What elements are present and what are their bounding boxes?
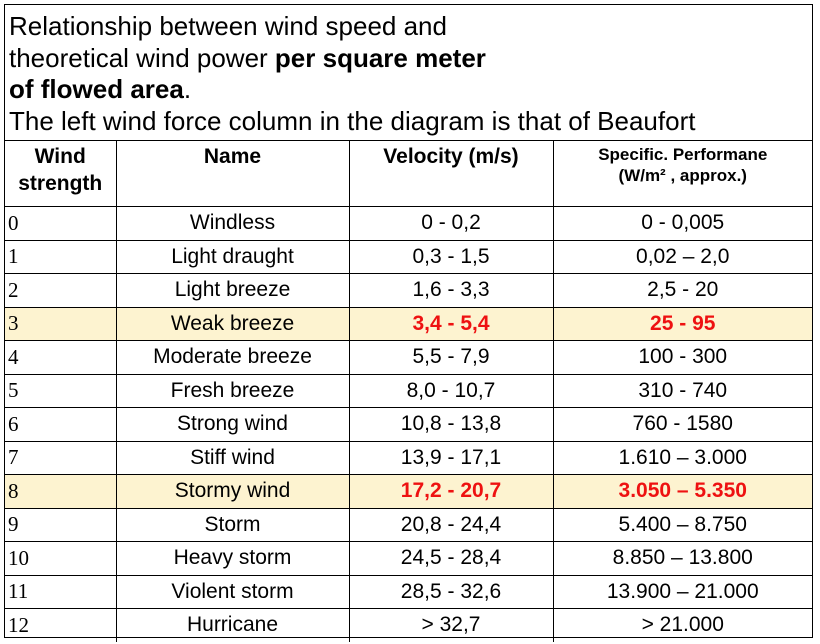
table-row [5,508,812,542]
cell-force: 3 [5,307,116,341]
cell-force: 9 [5,508,116,542]
header-wind-strength-line1: Wind [34,145,86,168]
cell-name: Windless [116,207,349,241]
wind-power-document [4,4,813,638]
caption-line-3 [9,74,812,106]
cell-velocity: > 32,7 [349,609,553,642]
wind-table [5,141,812,642]
cell-name: Fresh breeze [116,374,349,408]
caption-line-4: The left wind force column in the diagram is that of Beaufort [9,105,696,136]
cell-velocity: 13,9 - 17,1 [349,441,553,475]
cell-velocity: 10,8 - 13,8 [349,408,553,442]
cell-power-emphasized: 25 - 95 [553,307,812,341]
header-wind-strength-line2: strength [18,172,103,195]
header-wind-strength [5,141,116,207]
cell-power: 2,5 - 20 [553,274,812,308]
cell-name: Hurricane [116,609,349,642]
table-row-highlighted [5,307,812,341]
cell-velocity: 0,3 - 1,5 [349,240,553,274]
cell-power: 1.610 – 3.000 [553,441,812,475]
cell-velocity: 24,5 - 28,4 [349,542,553,576]
header-velocity: Velocity (m/s) [349,141,553,207]
cell-power: 8.850 – 13.800 [553,542,812,576]
cell-velocity: 20,8 - 24,4 [349,508,553,542]
cell-force: 1 [5,240,116,274]
cell-force: 10 [5,542,116,576]
cell-power: 0,02 – 2,0 [553,240,812,274]
cell-name: Light draught [116,240,349,274]
table-row-highlighted [5,475,812,509]
table-row [5,374,812,408]
cell-power: 5.400 – 8.750 [553,508,812,542]
caption-line-2 [9,43,812,75]
cell-force: 8 [5,475,116,509]
cell-velocity: 5,5 - 7,9 [349,341,553,375]
cell-velocity: 8,0 - 10,7 [349,374,553,408]
cell-power: 13.900 – 21.000 [553,575,812,609]
caption-line-2-normal: theoretical wind power [9,42,275,73]
cell-power: > 21.000 [553,609,812,642]
cell-name: Moderate breeze [116,341,349,375]
cell-name: Heavy storm [116,542,349,576]
cell-power: 760 - 1580 [553,408,812,442]
cell-name: Storm [116,508,349,542]
table-row [5,609,812,642]
header-performance [553,141,812,207]
table-row [5,408,812,442]
cell-force: 0 [5,207,116,241]
cell-name: Light breeze [116,274,349,308]
cell-power-emphasized: 3.050 – 5.350 [553,475,812,509]
table-header-row [5,141,812,207]
cell-power: 310 - 740 [553,374,812,408]
cell-force: 11 [5,575,116,609]
cell-velocity-emphasized: 17,2 - 20,7 [349,475,553,509]
table-row [5,575,812,609]
table-row [5,240,812,274]
cell-name: Stiff wind [116,441,349,475]
caption-line-3-end: . [183,74,192,104]
table-row [5,341,812,375]
cell-velocity: 1,6 - 3,3 [349,274,553,308]
cell-name: Strong wind [116,408,349,442]
caption-line-1: Relationship between wind speed and [9,11,447,41]
cell-force: 6 [5,408,116,442]
cell-power: 0 - 0,005 [553,207,812,241]
table-row [5,274,812,308]
cell-force: 12 [5,609,116,642]
cell-name: Weak breeze [116,307,349,341]
cell-velocity: 0 - 0,2 [349,207,553,241]
cell-power: 100 - 300 [553,341,812,375]
caption-line-2-bold: per square meter [274,42,486,73]
cell-velocity-emphasized: 3,4 - 5,4 [349,307,553,341]
cell-force: 2 [5,274,116,308]
table-row [5,542,812,576]
header-performance-line2: (W/m² , approx.) [618,166,747,185]
cell-velocity: 28,5 - 32,6 [349,575,553,609]
header-performance-line1: Specific. Performane [598,145,768,164]
cell-name: Violent storm [116,575,349,609]
table-row [5,207,812,241]
cell-force: 5 [5,374,116,408]
header-name: Name [116,141,349,207]
cell-force: 4 [5,341,116,375]
table-row [5,441,812,475]
cell-force: 7 [5,441,116,475]
caption-line-3-bold: of flowed area [9,74,184,104]
cell-name: Stormy wind [116,475,349,509]
document-caption [5,5,812,141]
